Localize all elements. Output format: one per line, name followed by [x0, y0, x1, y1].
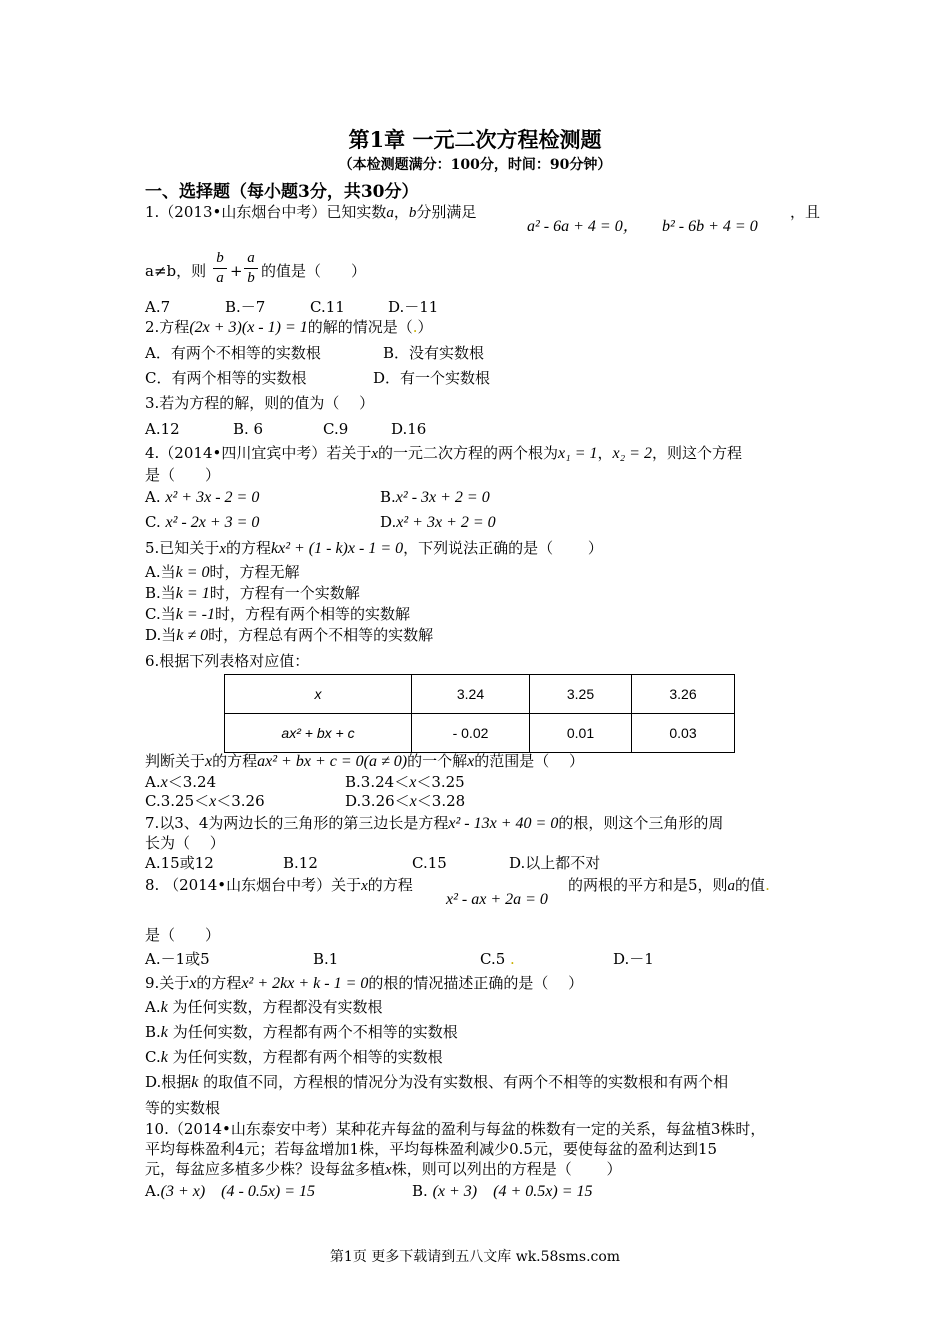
- q1-frac1: b a: [213, 250, 227, 287]
- q6-option-b: B.3.24＜x＜3.25: [345, 773, 465, 791]
- q1-option-d: D.－11: [388, 298, 439, 316]
- q5-option-d: D.当k ≠ 0时，方程总有两个不相等的实数解: [145, 626, 434, 644]
- q7-option-a: A.15或12: [145, 854, 214, 872]
- q5-stem: 5.已知关于x的方程kx² + (1 - k)x - 1 = 0，下列说法正确的是（ ）: [145, 539, 603, 557]
- q5-option-c: C.当k = -1时，方程有两个相等的实数解: [145, 605, 410, 623]
- q1-stem: 1.（2013•山东烟台中考）已知实数a，b分别满足: [145, 203, 477, 221]
- table-row: [225, 714, 735, 753]
- page-title: 第1章 一元二次方程检测题: [348, 127, 602, 152]
- q1-and: ，且: [790, 203, 821, 221]
- q1-option-a: A.7: [145, 298, 171, 316]
- table-row: [225, 675, 735, 714]
- q1-cond: a≠b，则: [145, 262, 207, 280]
- table-cell: 3.26: [632, 675, 735, 714]
- q8-option-d: D.－1: [613, 950, 654, 968]
- q6-option-d: D.3.26＜x＜3.28: [345, 792, 466, 810]
- q10-line1: 10.（2014•山东泰安中考）某种花卉每盆的盈利与每盆的株数有一定的关系，每盆植3株时，: [145, 1120, 766, 1138]
- q7-stem: 7.以3、4为两边长的三角形的第三边长是方程x² - 13x + 40 = 0的根，则这个三角形的周: [145, 814, 724, 832]
- q7-option-d: D.以上都不对: [509, 854, 601, 872]
- q10-option-a: A.(3 + x) (4 - 0.5x) = 15: [145, 1182, 316, 1200]
- q1-option-c: C.11: [310, 298, 345, 316]
- q3-option-d: D.16: [391, 420, 427, 438]
- q3-stem: 3.若为方程的解，则的值为（ ）: [145, 394, 375, 412]
- q7-option-b: B.12: [283, 854, 318, 872]
- q4-option-a: A. x² + 3x - 2 = 0: [145, 488, 260, 506]
- q5-option-b: B.当k = 1时，方程有一个实数解: [145, 584, 360, 602]
- q9-option-a: A.k 为任何实数，方程都没有实数根: [145, 998, 383, 1016]
- q2-option-a: A．有两个不相等的实数根: [145, 344, 321, 362]
- q2-stem: 2.方程(2x + 3)(x - 1) = 1的解的情况是（.）: [145, 318, 433, 336]
- q10-option-b: B. (x + 3) (4 + 0.5x) = 15: [412, 1182, 593, 1200]
- q4-option-d: D.x² + 3x + 2 = 0: [380, 513, 496, 531]
- table-cell: ax² + bx + c: [225, 714, 412, 753]
- q2-option-c: C．有两个相等的实数根: [145, 369, 307, 387]
- q9-option-c: C.k 为任何实数，方程都有两个相等的实数根: [145, 1048, 443, 1066]
- q9-option-b: B.k 为任何实数，方程都有两个不相等的实数根: [145, 1023, 458, 1041]
- q7-stem-cont: 长为（ ）: [145, 834, 225, 852]
- q8-option-c: C.5 .: [480, 950, 515, 968]
- q8-stem-cont: 是（ ）: [145, 926, 221, 944]
- q9-option-d-cont: 等的实数根: [145, 1099, 221, 1117]
- table-cell: 3.24: [412, 675, 530, 714]
- page-footer: 第1页 更多下载请到五八文库 wk.58sms.com: [329, 1249, 621, 1265]
- q4-option-c: C. x² - 2x + 3 = 0: [145, 513, 260, 531]
- q4-option-b: B.x² - 3x + 2 = 0: [380, 488, 490, 506]
- q1-frac2: a b: [244, 250, 258, 287]
- q1-tail: 的值是（ ）: [261, 262, 367, 280]
- q1-eq2: b² - 6b + 4 = 0: [662, 218, 758, 235]
- page-subtitle: （本检测题满分：100分，时间：90分钟）: [338, 157, 612, 173]
- q8-option-a: A.－1或5: [145, 950, 210, 968]
- q10-line2: 平均每株盈利4元；若每盆增加1株，平均每株盈利减少0.5元，要使每盆的盈利达到15: [145, 1140, 718, 1158]
- q7-option-c: C.15: [412, 854, 447, 872]
- q6-judge: 判断关于x的方程ax² + bx + c = 0(a ≠ 0)的一个解x的范围是（ ）: [145, 752, 584, 770]
- table-cell: 0.03: [632, 714, 735, 753]
- q3-option-c: C.9: [323, 420, 349, 438]
- q10-line3: 元，每盆应多植多少株？设每盆多植x株，则可以列出的方程是（ ）: [145, 1160, 622, 1178]
- q9-option-d: D.根据k 的取值不同，方程根的情况分为没有实数根、有两个不相等的实数根和有两个相: [145, 1073, 729, 1091]
- table-cell: 0.01: [530, 714, 632, 753]
- q6-option-c: C.3.25＜x＜3.26: [145, 792, 265, 810]
- q4-stem: 4.（2014•四川宜宾中考）若关于x的一元二次方程的两个根为x₁ = 1，x₂ = 2，则这个方程: [145, 444, 742, 462]
- q1-plus: +: [230, 262, 243, 280]
- q6-table: [224, 674, 735, 753]
- q1-option-b: B.－7: [225, 298, 266, 316]
- q5-option-a: A.当k = 0时，方程无解: [145, 563, 300, 581]
- q8-stem-tail: 的两根的平方和是5，则a的值.: [568, 876, 770, 894]
- q9-stem: 9.关于x的方程x² + 2kx + k - 1 = 0的根的情况描述正确的是（ ）: [145, 974, 584, 992]
- q1-eq1: a² - 6a + 4 = 0，: [527, 218, 639, 235]
- q3-option-a: A.12: [145, 420, 180, 438]
- q8-option-b: B.1: [313, 950, 339, 968]
- q6-stem: 6.根据下列表格对应值：: [145, 652, 310, 670]
- q2-option-d: D．有一个实数根: [373, 369, 491, 387]
- table-cell: - 0.02: [412, 714, 530, 753]
- q4-stem-cont: 是（ ）: [145, 466, 221, 484]
- table-cell: 3.25: [530, 675, 632, 714]
- table-cell: x: [225, 675, 412, 714]
- q3-option-b: B. 6: [233, 420, 264, 438]
- section-heading: 一、选择题（每小题3分，共30分）: [145, 182, 419, 202]
- q8-equation: x² - ax + 2a = 0: [446, 891, 548, 908]
- q2-option-b: B．没有实数根: [383, 344, 485, 362]
- q8-stem: 8. （2014•山东烟台中考）关于x的方程: [145, 876, 413, 894]
- q6-option-a: A.x＜3.24: [145, 773, 217, 791]
